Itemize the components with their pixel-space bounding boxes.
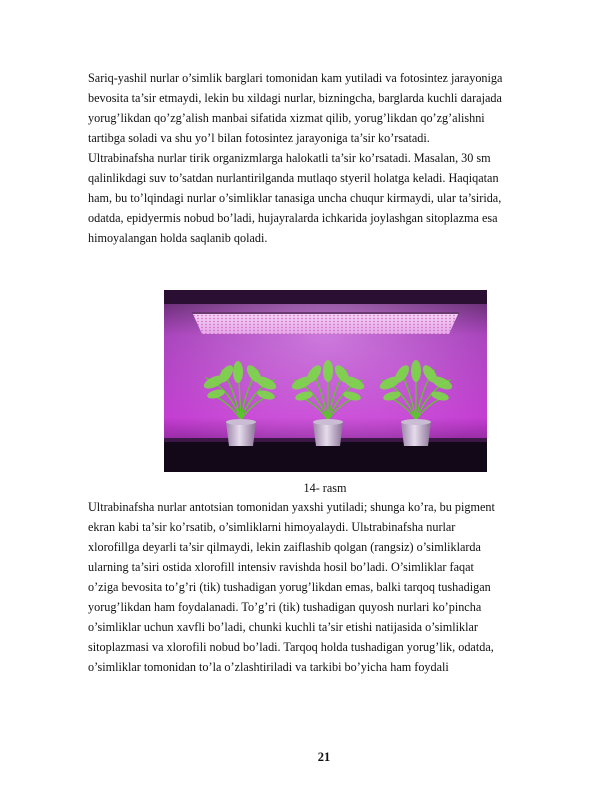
text-line: sitoplazmasi va xlorofili nobud bo’ladi. Tarqoq holda tushadigan yorug’lik, odatda, [88, 640, 494, 654]
paragraph-2 [88, 497, 568, 677]
text-line: xlorofillga deyarli ta’sir qilmaydi, lekin zaiflashib qolgan (rangsiz) o’simliklarda [88, 540, 481, 554]
paragraph-1 [88, 68, 568, 248]
text-line: himoyalangan holda saqlanib qoladi. [88, 231, 268, 245]
text-line: o’ziga bevosita to’g’ri (tik) tushadigan yorug’likdan emas, balki tarqoq tushadigan [88, 580, 491, 594]
text-line: Ultrabinafsha nurlar antotsian tomonidan yaxshi yutiladi; shunga ko’ra, bu pigment [88, 500, 495, 514]
text-line: Ultrabinafsha nurlar tirik organizmlarga halokatli ta’sir ko’rsatadi. Masalan, 30 sm [88, 151, 491, 165]
page-number: 21 [317, 750, 331, 764]
text-line: ekran kabi ta’sir ko’rsatib, o’simliklarni himoyalaydi. Ulьtrabinafsha nurlar [88, 520, 456, 534]
text-line: tartibga soladi va shu yo’l bilan fotosintez jarayoniga ta’sir ko’rsatadi. [88, 131, 430, 145]
text-line: ularning ta’siri ostida xlorofill intensiv ravishda hosil bo’ladi. O’simliklar faqat [88, 560, 474, 574]
text-line: ham, bu to’lqindagi nurlar o’simliklar tanasiga uncha chuqur kirmaydi, ular ta’sirida, [88, 191, 502, 205]
text-line: bevosita ta’sir etmaydi, lekin bu xildagi nurlar, bizningcha, barglarda kuchli darajada [88, 91, 502, 105]
figure-caption: 14- rasm [303, 481, 347, 495]
text-line: yorug’likdan ham foydalanadi. To’g’ri (tik) tushadigan quyosh nurlari ko’pincha [88, 600, 482, 614]
photo-illustration [164, 290, 487, 472]
text-line: yorug’likdan qo’zg’alish manbai sifatida xizmat qilib, yorug’likdan qo’zg’alishni [88, 111, 485, 125]
grow-light-plants-photo [164, 290, 487, 472]
text-line: odatda, epidyermis nobud bo’ladi, hujayralarda ichkarida joylashgan sitoplazma esa [88, 211, 498, 225]
text-line: o’simliklar tomonidan to’la o’zlashtiriladi va tarkibi bo’yicha ham foydali [88, 660, 449, 674]
text-line: Sariq-yashil nurlar o’simlik barglari tomonidan kam yutiladi va fotosintez jarayoniga [88, 71, 503, 85]
text-line: o’simliklar uchun xavfli bo’ladi, chunki kuchli ta’sir etishi natijasida o’simliklar [88, 620, 478, 634]
text-line: qalinlikdagi suv to’satdan nurlantirilganda mutlaqo styeril holatga keladi. Haqiqatan [88, 171, 499, 185]
